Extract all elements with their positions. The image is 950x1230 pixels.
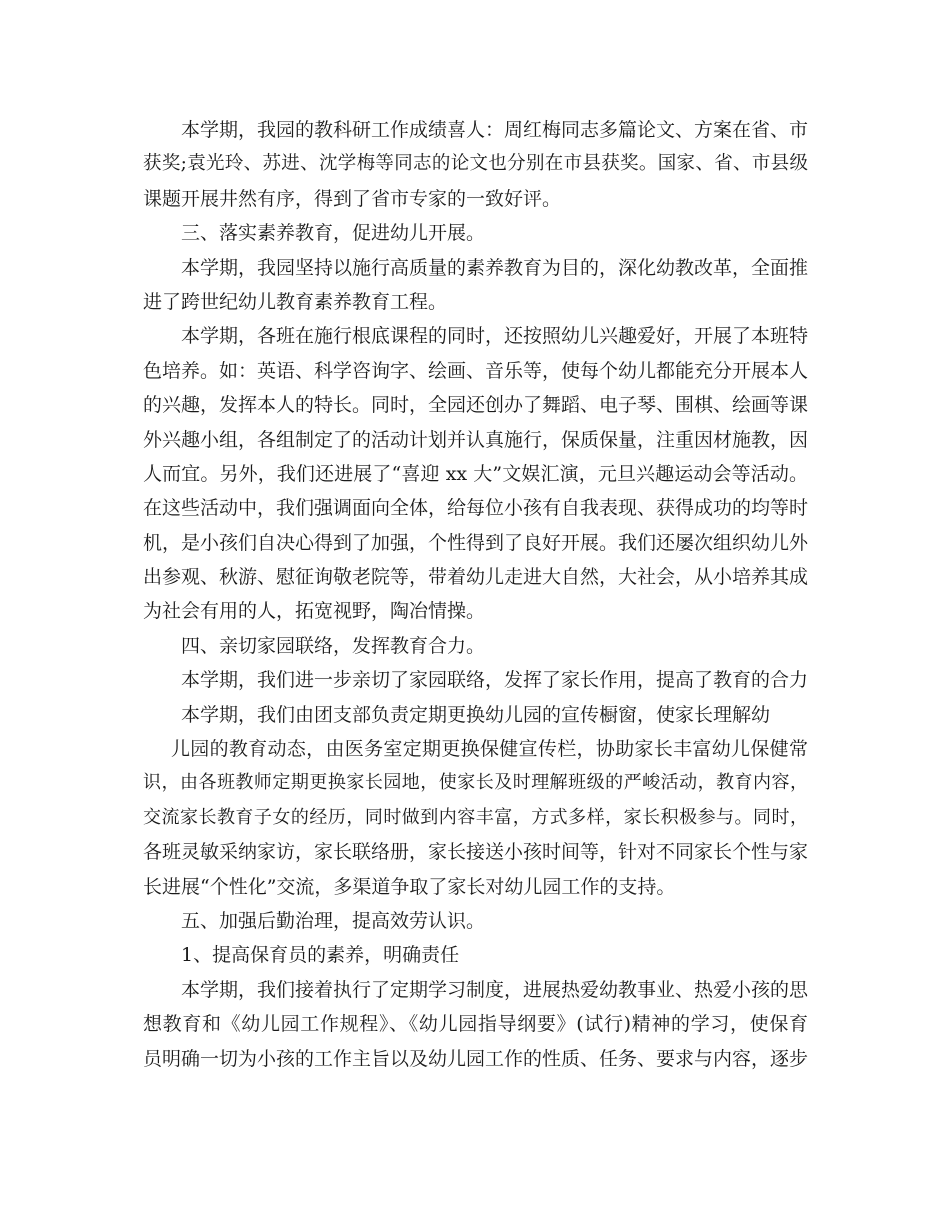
paragraph-line: 的兴趣，发挥本人的特长。同时，全园还创办了舞蹈、电子琴、围棋、绘画等课 xyxy=(143,394,808,417)
section-heading: 五、加强后勤治理，提高效劳认识。 xyxy=(181,909,486,932)
paragraph-line: 本学期，我园坚持以施行高质量的素养教育为目的，深化幼教改革，全面推 xyxy=(181,256,808,279)
section-heading: 四、亲切家园联络，发挥教育合力。 xyxy=(181,634,486,657)
paragraph-line: 人而宜。另外，我们还进展了“喜迎 xx 大”文娱汇演，元旦兴趣运动会等活动。 xyxy=(143,462,808,485)
document-body xyxy=(143,113,808,1076)
paragraph-line: 想教育和《幼儿园工作规程》、《幼儿园指导纲要》(试行)精神的学习，使保育 xyxy=(143,1013,808,1036)
paragraph-line: 获奖;袁光玲、苏进、沈学梅等同志的论文也分别在市县获奖。国家、省、市县级 xyxy=(143,153,808,175)
paragraph-line: 本学期，我们由团支部负责定期更换幼儿园的宣传橱窗，使家长理解幼 xyxy=(181,703,771,726)
section-heading: 三、落实素养教育，促进幼儿开展。 xyxy=(181,222,486,245)
paragraph-line: 本学期，我园的教科研工作成绩喜人：周红梅同志多篇论文、方案在省、市 xyxy=(181,119,808,141)
paragraph-line: 本学期，我们进一步亲切了家园联络，发挥了家长作用，提高了教育的合力 xyxy=(181,669,808,692)
paragraph-line: 进了跨世纪幼儿教育素养教育工程。 xyxy=(143,290,448,313)
paragraph-line: 交流家长教育子女的经历，同时做到内容丰富，方式多样，家长积极参与。同时， xyxy=(143,806,808,828)
subsection-heading: 1、提高保育员的素养，明确责任 xyxy=(181,944,460,967)
paragraph-line: 识，由各班教师定期更换家长园地，使家长及时理解班级的严峻活动，教育内容， xyxy=(143,772,808,794)
paragraph-line: 长进展“个性化”交流，多渠道争取了家长对幼儿园工作的支持。 xyxy=(143,875,676,898)
paragraph-line: 儿园的教育动态，由医务室定期更换保健宣传栏，协助家长丰富幼儿保健常 xyxy=(171,738,808,761)
paragraph-line: 出参观、秋游、慰征询敬老院等，带着幼儿走进大自然，大社会，从小培养其成 xyxy=(143,566,808,589)
paragraph-line: 色培养。如：英语、科学咨询字、绘画、音乐等，使每个幼儿都能充分开展本人 xyxy=(143,359,808,382)
paragraph-line: 机，是小孩们自决心得到了加强，个性得到了良好开展。我们还屡次组织幼儿外 xyxy=(143,531,808,554)
paragraph-line: 课题开展井然有序，得到了省市专家的一致好评。 xyxy=(143,187,562,210)
paragraph-line: 本学期，我们接着执行了定期学习制度，进展热爱幼教事业、热爱小孩的思 xyxy=(181,978,808,1001)
paragraph-line: 外兴趣小组，各组制定了的活动计划并认真施行，保质保量，注重因材施教，因 xyxy=(143,428,808,451)
paragraph-line: 为社会有用的人，拓宽视野，陶冶情操。 xyxy=(143,600,486,623)
paragraph-line: 在这些活动中，我们强调面向全体，给每位小孩有自我表现、获得成功的均等时 xyxy=(143,497,808,520)
paragraph-line: 员明确一切为小孩的工作主旨以及幼儿园工作的性质、任务、要求与内容，逐步 xyxy=(143,1047,808,1070)
paragraph-line: 本学期，各班在施行根底课程的同时，还按照幼儿兴趣爱好，开展了本班特 xyxy=(181,325,808,348)
paragraph-line: 各班灵敏采纳家访，家长联络册，家长接送小孩时间等，针对不同家长个性与家 xyxy=(143,841,808,864)
